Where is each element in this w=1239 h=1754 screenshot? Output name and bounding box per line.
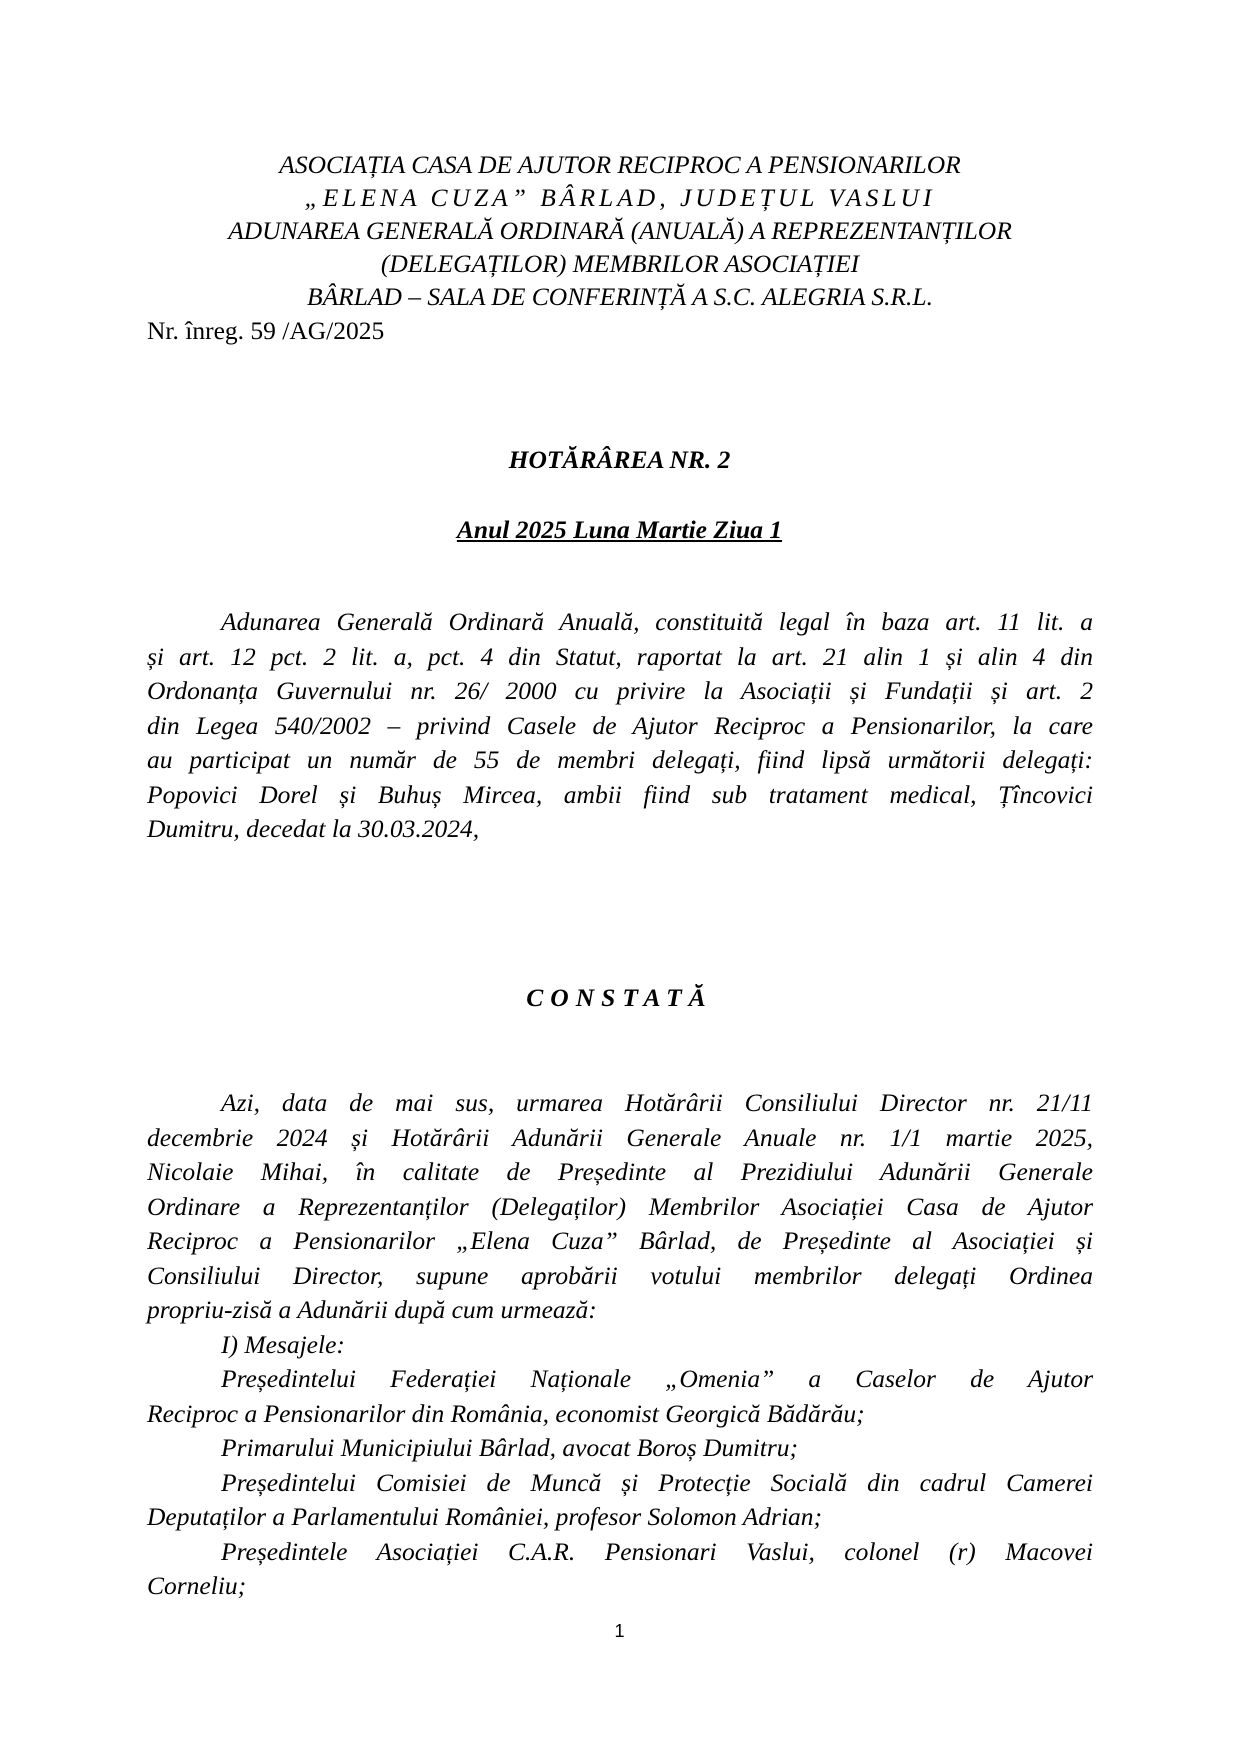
header-line-members: (DELEGAȚILOR) MEMBRILOR ASOCIAȚIEI bbox=[380, 249, 860, 278]
body-line: Ordinare a Reprezentanților (Delegaților) Membrilor Asociației Casa de Ajutor bbox=[147, 1191, 1093, 1221]
preamble-line: Dumitru, decedat la 30.03.2024, bbox=[147, 814, 480, 843]
registration-number: Nr. înreg. 59 /AG/2025 bbox=[147, 316, 385, 345]
page-number: 1 bbox=[614, 1621, 625, 1641]
header-line-assembly: ADUNAREA GENERALĂ ORDINARĂ (ANUALĂ) A REPREZENTANȚILOR bbox=[228, 216, 1012, 245]
document-header bbox=[147, 148, 1093, 313]
body-line: Nicolaie Mihai, în calitate de Președinte al Prezidiului Adunării Generale bbox=[147, 1157, 1093, 1186]
header-line-location: BÂRLAD – SALA DE CONFERINȚĂ A S.C. ALEGRIA S.R.L. bbox=[307, 282, 933, 311]
message-item: Primarului Municipiului Bârlad, avocat Boroș Dumitru; bbox=[221, 1433, 799, 1462]
body-line: decembrie 2024 și Hotărârii Adunării Generale Anuale nr. 1/1 martie 2025, bbox=[147, 1122, 1093, 1152]
body-line: propriu-zisă a Adunării după cum urmează: bbox=[147, 1295, 597, 1324]
preamble-line: din Legea 540/2002 – privind Casele de Ajutor Reciproc a Pensionarilor, la care bbox=[147, 710, 1093, 740]
message-item-continuation: Deputaților a Parlamentului României, profesor Solomon Adrian; bbox=[147, 1502, 823, 1531]
decision-date bbox=[0, 515, 1239, 545]
message-item-continuation: Corneliu; bbox=[147, 1571, 247, 1600]
preamble-line: și art. 12 pct. 2 lit. a, pct. 4 din Statut, raportat la art. 21 alin 1 și alin 4 din bbox=[147, 641, 1093, 671]
decision-date-text: Anul 2025 Luna Martie Ziua 1 bbox=[456, 515, 783, 544]
header-line-city: „ELENA CUZA” BÂRLAD, JUDEȚUL VASLUI bbox=[304, 183, 936, 212]
preamble-line: Ordonanța Guvernului nr. 26/ 2000 cu privire la Asociații și Fundații și art. 2 bbox=[147, 676, 1093, 705]
message-item: Președintelui Comisiei de Muncă și Protecție Socială din cadrul Camerei bbox=[221, 1467, 1093, 1497]
message-item: Președintelui Federației Naționale „Omenia” a Caselor de Ajutor bbox=[221, 1364, 1093, 1393]
section-heading-constata: CONSTATĂ bbox=[526, 983, 713, 1012]
preamble-paragraph bbox=[147, 605, 1093, 847]
body-line: Azi, data de mai sus, urmarea Hotărârii Consiliului Director nr. 21/11 bbox=[221, 1088, 1093, 1117]
preamble-line: au participat un număr de 55 de membri delegați, fiind lipsă următorii delegați: bbox=[147, 745, 1093, 774]
decision-title: HOTĂRÂREA NR. 2 bbox=[508, 445, 731, 474]
message-item-continuation: Reciproc a Pensionarilor din România, economist Georgică Bădărău; bbox=[147, 1398, 865, 1428]
body-line: Consiliului Director, supune aprobării votului membrilor delegați Ordinea bbox=[147, 1260, 1093, 1290]
body-paragraph bbox=[147, 1086, 1093, 1604]
preamble-line: Popovici Dorel și Buhuș Mircea, ambii fiind sub tratament medical, Țîncovici bbox=[147, 779, 1093, 809]
body-line: Reciproc a Pensionarilor „Elena Cuza” Bârlad, de Președinte al Asociației și bbox=[147, 1226, 1093, 1255]
list-heading: I) Mesajele: bbox=[221, 1329, 345, 1359]
header-line-association: ASOCIAȚIA CASA DE AJUTOR RECIPROC A PENSIONARILOR bbox=[279, 150, 961, 179]
message-item: Președintele Asociației C.A.R. Pensionari Vaslui, colonel (r) Macovei bbox=[221, 1536, 1093, 1566]
preamble-line: Adunarea Generală Ordinară Anuală, constituită legal în baza art. 11 lit. a bbox=[221, 607, 1093, 636]
